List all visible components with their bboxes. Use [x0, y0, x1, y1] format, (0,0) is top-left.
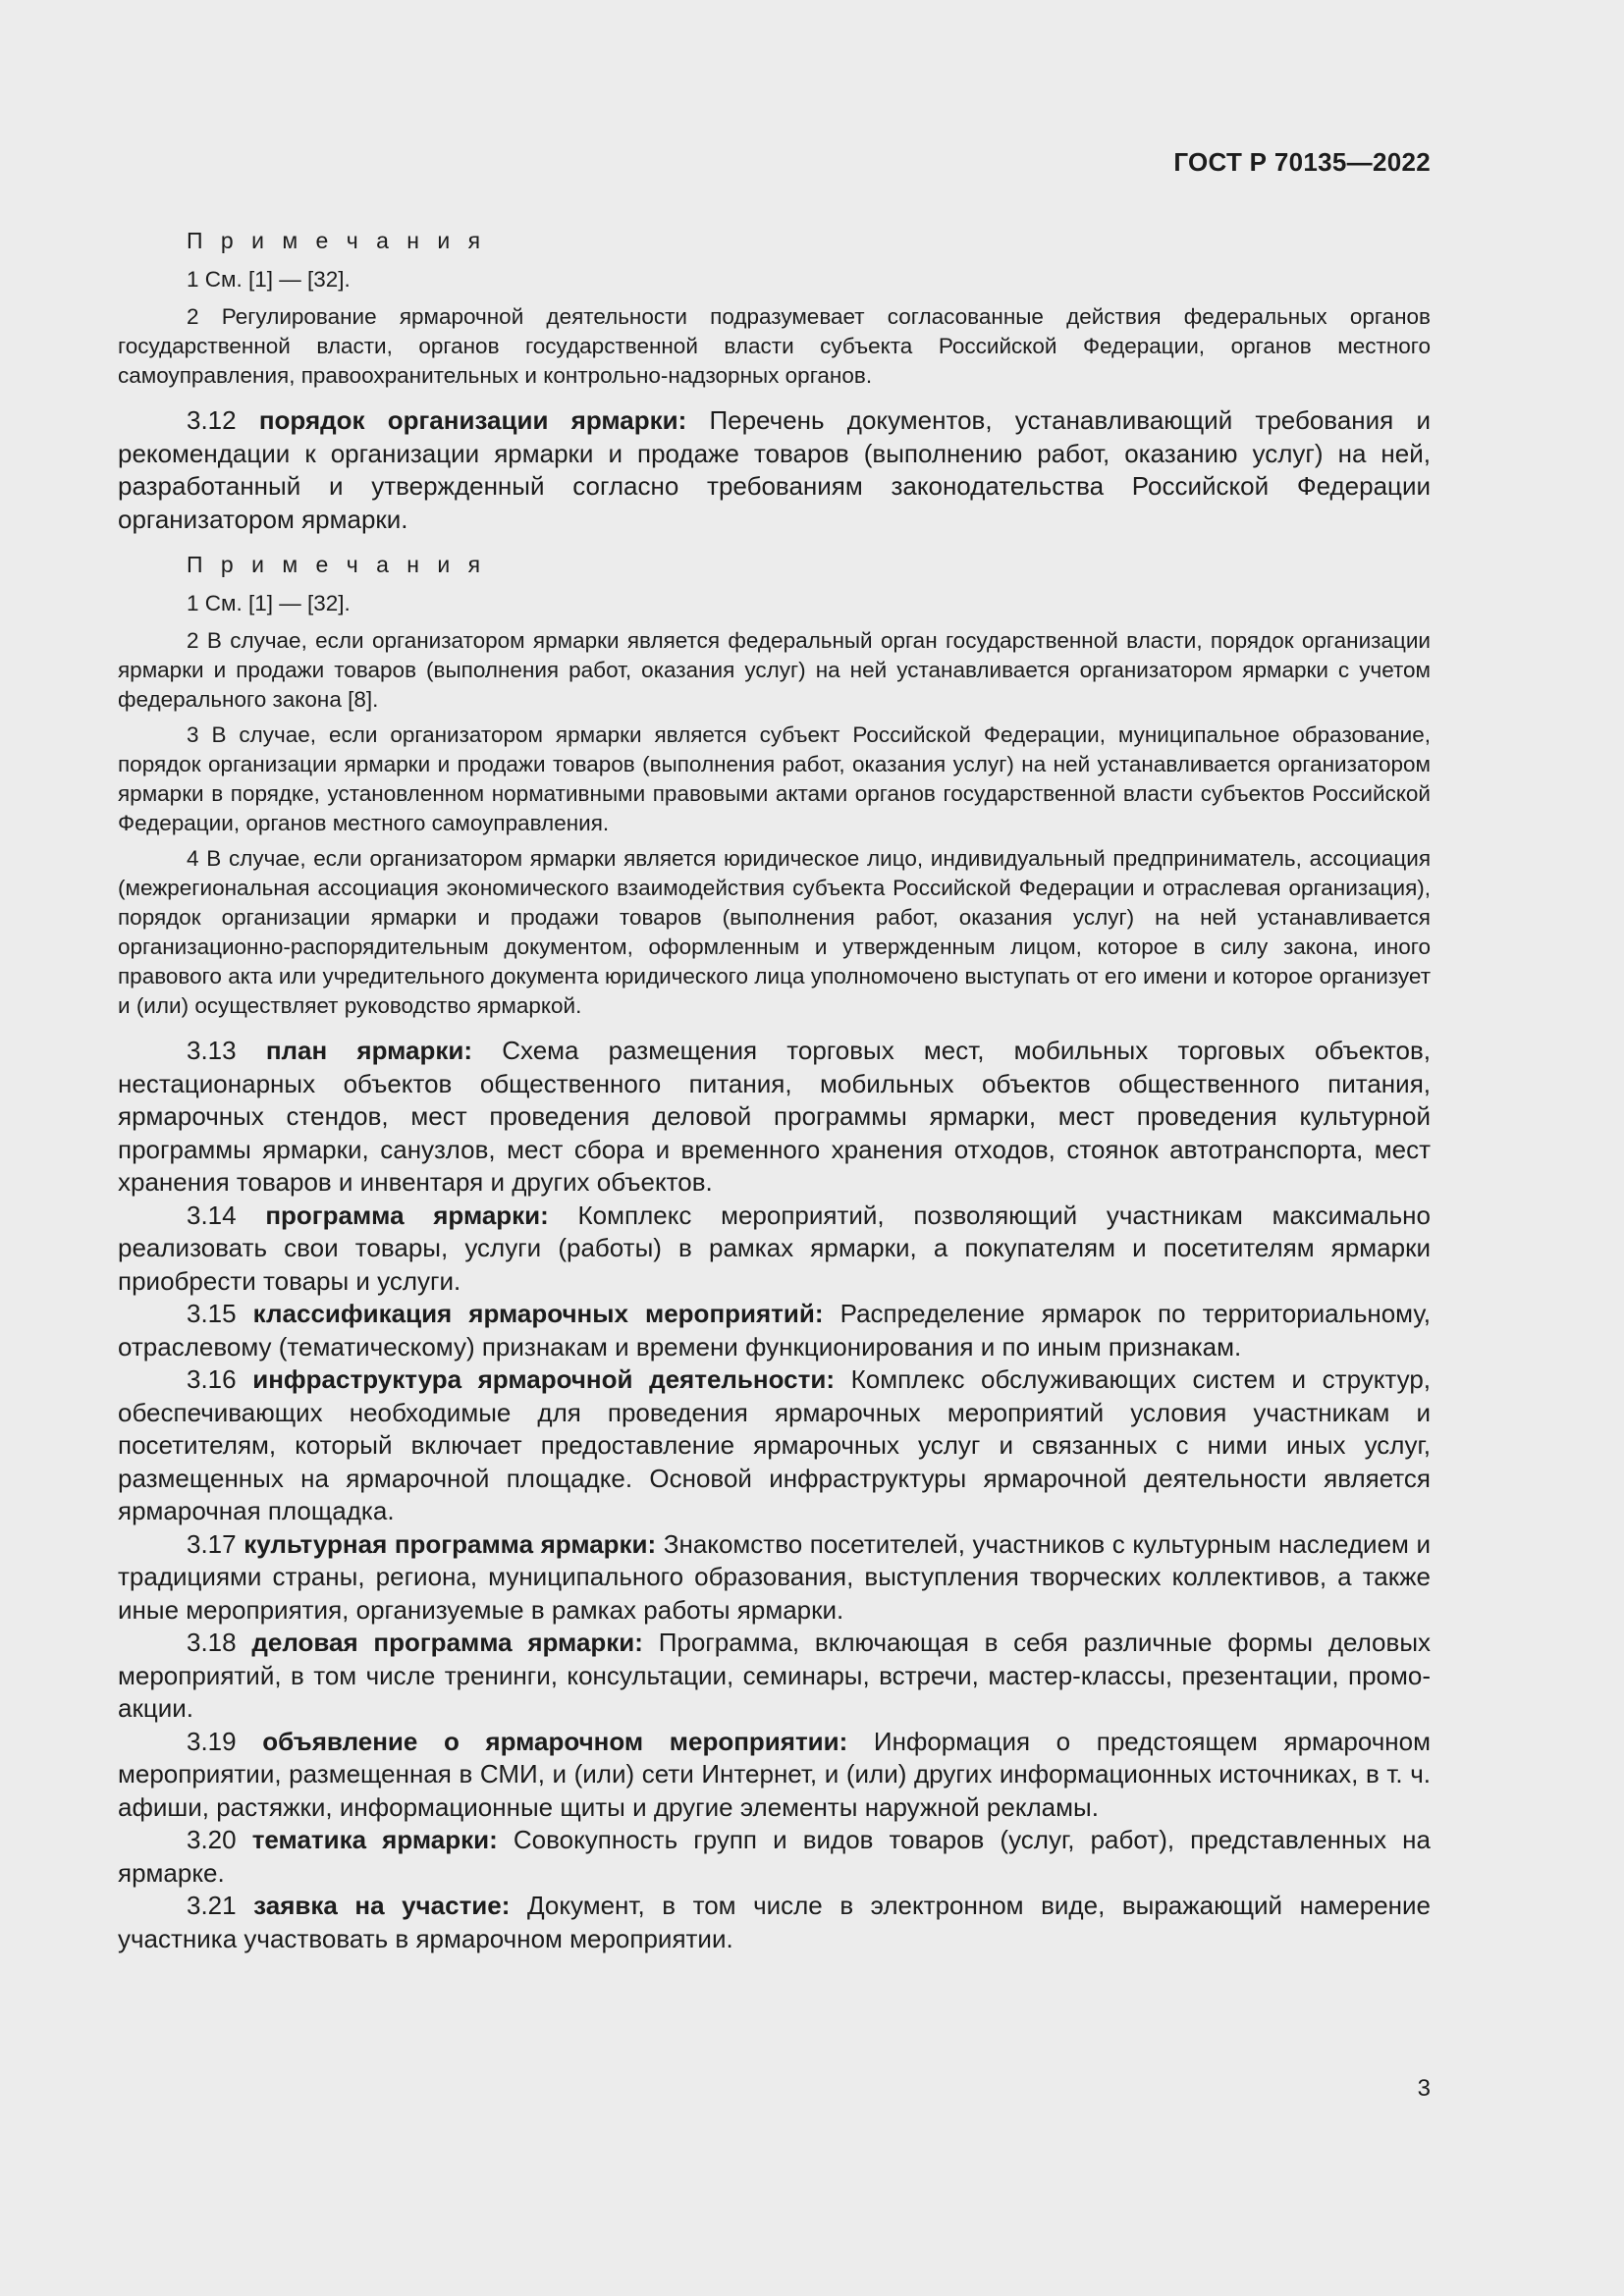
term-name: классификация ярмарочных мероприятий:: [252, 1299, 824, 1328]
standard-designation: ГОСТ Р 70135—2022: [1173, 147, 1431, 177]
term-number: 3.12: [187, 405, 237, 435]
document-content: [118, 226, 1431, 1955]
term-entry: [118, 1890, 1431, 1955]
term-definition: Распределение ярмарок по территориальному, отраслевому (тематическому) признакам и времени функционирования и по иным признакам.: [118, 1299, 1431, 1362]
term-name: программа ярмарки:: [265, 1200, 549, 1230]
term-number: 3.18: [187, 1628, 237, 1657]
notes-block: [118, 550, 1431, 1021]
term-entry: [118, 1627, 1431, 1726]
term-definition: Информация о предстоящем ярмарочном мероприятии, размещенная в СМИ, и (или) сети Интернет, и (или) других информационных источниках, в т. ч. афиши, растяжки, информационные щиты и другие элементы наружной рекламы.: [118, 1726, 1431, 1822]
term-name: объявление о ярмарочном мероприятии:: [262, 1726, 848, 1756]
note-item: 2 Регулирование ярмарочной деятельности подразумевает согласованные действия федеральных органов государственной власти, органов государственной власти субъекта Российской Федерации, органов местного самоуправления, правоохранительных и контрольно-надзорных органов.: [118, 304, 1431, 388]
term-name: порядок организации ярмарки:: [258, 405, 687, 435]
term-number: 3.20: [187, 1825, 237, 1854]
term-definition: Комплекс мероприятий, позволяющий участникам максимально реализовать свои товары, услуги (работы) в рамках ярмарки, а покупателям и посетителям ярмарки приобрести товары и услуги.: [118, 1200, 1431, 1296]
term-definition: Совокупность групп и видов товаров (услуг, работ), представленных на ярмарке.: [118, 1825, 1431, 1888]
note-item: 3 В случае, если организатором ярмарки является субъект Российской Федерации, муниципальное образование, порядок организации ярмарки и продажи товаров (выполнения работ, оказания услуг) на ней устанавливается организатором ярмарки в порядке, установленном нормативными правовыми актами органов государственной власти субъектов Российской Федерации, органов местного самоуправления.: [118, 722, 1431, 835]
term-name: культурная программа ярмарки:: [244, 1528, 657, 1559]
term-number: 3.19: [187, 1726, 237, 1756]
notes-block: [118, 226, 1431, 391]
term-number: 3.14: [187, 1200, 237, 1230]
term-name: деловая программа ярмарки:: [251, 1628, 643, 1657]
term-definition: Схема размещения торговых мест, мобильных торговых объектов, нестационарных объектов общественного питания, мобильных объектов общественного питания, ярмарочных стендов, мест проведения деловой программы ярмарки, мест проведения культурной программы ярмарки, санузлов, мест сбора и временного хранения отходов, стоянок автотранспорта, мест хранения товаров и инвентаря и других объектов.: [118, 1036, 1431, 1197]
term-definition: Документ, в том числе в электронном виде, выражающий намерение участника участвовать в ярмарочном мероприятии.: [118, 1891, 1432, 1953]
term-entry: [118, 1824, 1431, 1890]
term-entry: [118, 1726, 1431, 1825]
term-entry: [118, 404, 1431, 536]
term-entry: [118, 1298, 1431, 1363]
term-name: инфраструктура ярмарочной деятельности:: [252, 1364, 835, 1394]
term-definition: Комплекс обслуживающих систем и структур, обеспечивающих необходимые для проведения ярмарочных мероприятий условия участникам и посетителям, который включает предоставление ярмарочных услуг и связанных с ними иных услуг, размещенных на ярмарочной площадке. Основой инфраструктуры ярмарочной деятельности является ярмарочная площадка.: [118, 1364, 1431, 1525]
notes-title: П р и м е ч а н и я: [187, 552, 487, 577]
notes-title: П р и м е ч а н и я: [187, 228, 487, 253]
page-number: 3: [1417, 2075, 1431, 2102]
term-entry: [118, 1035, 1431, 1200]
term-definition: Программа, включающая в себя различные формы деловых мероприятий, в том числе тренинги, консультации, семинары, встречи, мастер-классы, презентации, промо-акции.: [118, 1628, 1432, 1723]
term-entry: [118, 1528, 1431, 1628]
term-name: план ярмарки:: [265, 1036, 472, 1065]
term-definition: Знакомство посетителей, участников с культурным наследием и традициями страны, региона, муниципального образования, выступления творческих коллективов, а также иные мероприятия, организуемые в рамках работы ярмарки.: [118, 1528, 1431, 1625]
term-number: 3.21: [187, 1891, 237, 1920]
note-item: 1 См. [1] — [32].: [187, 267, 351, 292]
note-item: 1 См. [1] — [32].: [187, 591, 351, 615]
term-number: 3.17: [187, 1528, 237, 1559]
term-entry: [118, 1363, 1431, 1528]
term-number: 3.16: [187, 1364, 237, 1394]
term-name: заявка на участие:: [253, 1891, 511, 1920]
term-definition: Перечень документов, устанавливающий требования и рекомендации к организации ярмарки и продаже товаров (выполнению работ, оказанию услуг) на ней, разработанный и утвержденный согласно требованиям законодательства Российской Федерации организатором ярмарки.: [118, 405, 1431, 534]
document-page: [118, 0, 1431, 2296]
term-name: тематика ярмарки:: [251, 1825, 498, 1854]
note-item: 4 В случае, если организатором ярмарки является юридическое лицо, индивидуальный предприниматель, ассоциация (межрегиональная ассоциация экономического взаимодействия субъекта Российской Федерации и отраслевая организация), порядок организации ярмарки и продажи товаров (выполнения работ, оказания услуг) на ней устанавливается организационно-распорядительным документом, оформленным и утвержденным лицом, которое в силу закона, иного правового акта или учредительного документа юридического лица уполномочено выступать от его имени и которое организует и (или) осуществляет руководство ярмаркой.: [118, 846, 1431, 1018]
term-number: 3.13: [187, 1036, 237, 1065]
term-number: 3.15: [187, 1299, 237, 1328]
note-item: 2 В случае, если организатором ярмарки является федеральный орган государственной власти, порядок организации ярмарки и продажи товаров (выполнения работ, оказания услуг) на ней устанавливается организатором ярмарки с учетом федерального закона [8].: [118, 628, 1431, 712]
term-entry: [118, 1200, 1431, 1299]
